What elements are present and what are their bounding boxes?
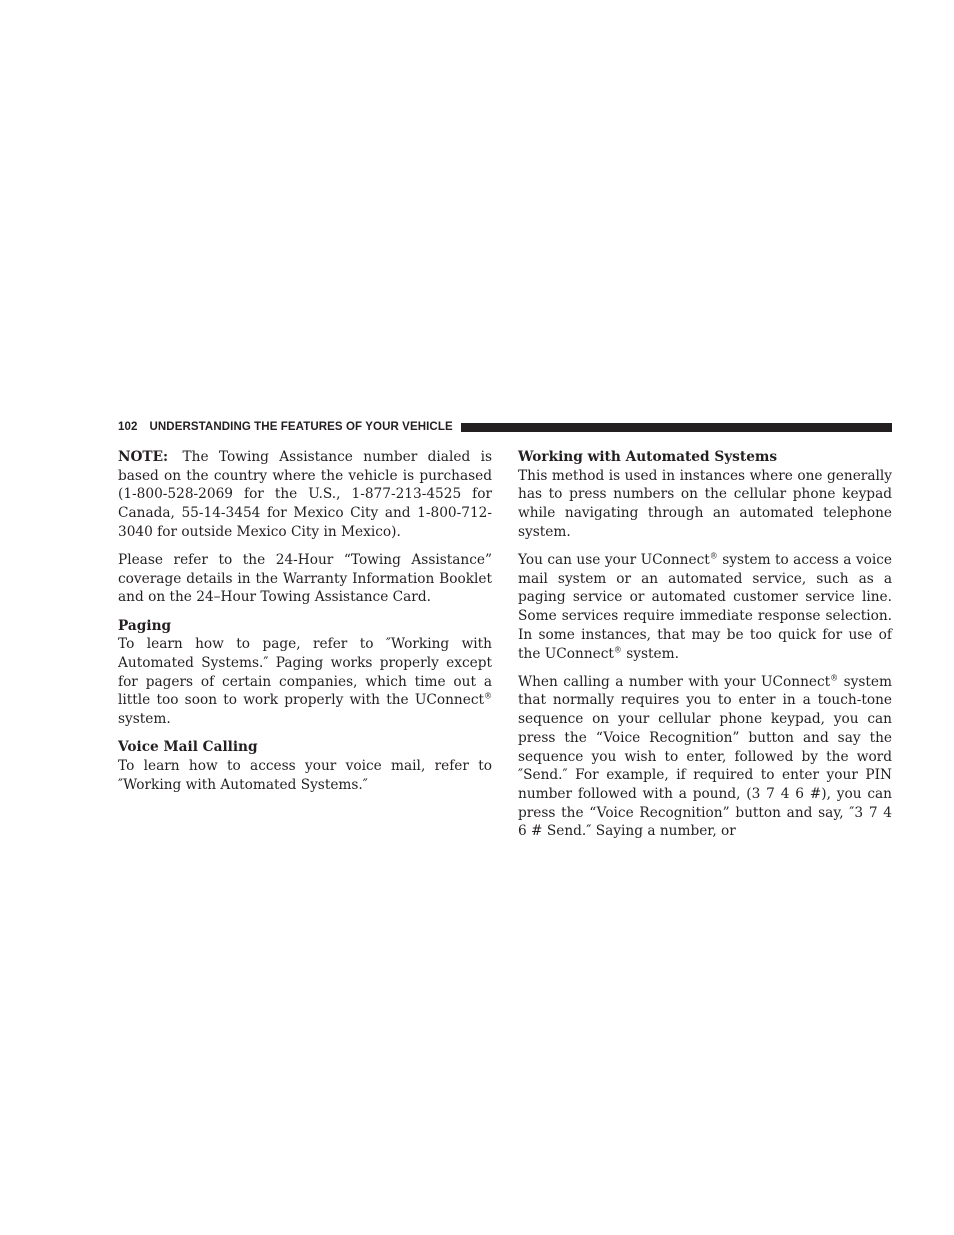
para3-text-b: system that normally requires you to enter in a touch-tone sequence on your cellular phone keypad, you can press the “Voice Recognition” button and say the sequence you wish to enter, followed by the word ″Send.″ For example, if required to enter your PIN number followed with a pound, (3 7 4 6 #), you can press the “Voice Recognition” button and say, ″3 7 4 6 # Send.″ Saying a number, or [518,673,892,840]
voicemail-paragraph: To learn how to access your voice mail, refer to ″Working with Automated Systems.″ [118,758,492,793]
page-header [118,419,892,435]
towing-paragraph: Please refer to the 24-Hour “Towing Assistance” coverage details in the Warranty Information Booklet and on the 24–Hour Towing Assistance Card. [118,552,492,606]
paging-heading: Paging [118,617,172,634]
automated-paragraph: This method is used in instances where one generally has to press numbers on the cellular phone keypad while navigating through an automated telephone system. [518,467,892,540]
registered-mark: ® [709,551,718,561]
section-title: UNDERSTANDING THE FEATURES OF YOUR VEHICLE [149,421,453,433]
page-number: 102 [118,421,138,433]
para2-text-b: system to access a voice mail system or an automated service, such as a paging service or automated customer service line. Some services require immediate response selection. In some instances, that may be too quick for use of the UConnect [518,552,892,662]
note-label: NOTE: [118,449,169,465]
left-column [118,448,492,804]
paging-paragraph [118,635,492,729]
touch-tone-paragraph [518,673,892,841]
automated-heading: Working with Automated Systems [518,449,778,465]
note-paragraph [118,448,492,542]
para3-text-a: When calling a number with your UConnect [518,673,831,690]
paging-text: To learn how to page, refer to ″Working with Automated Systems.″ Paging works properly except for pagers of certain companies, which time out a little too soon to work properly with the UConnect [118,636,492,709]
registered-mark: ® [613,644,622,654]
uconnect-access-paragraph [518,551,892,663]
para2-text-c: system. [621,645,679,662]
registered-mark: ® [830,673,839,683]
registered-mark: ® [484,691,492,701]
paging-text-end: system. [118,711,171,728]
right-column [518,448,892,851]
note-text: The Towing Assistance number dialed is based on the country where the vehicle is purchased (1-800-528-2069 for the U.S., 1-877-213-4525 for Canada, 55-14-3454 for Mexico City and 1-800-712-3040 for outside Mexico City in Mexico). [118,449,492,540]
header-rule [461,423,892,432]
para2-text-a: You can use your UConnect [518,552,710,569]
voicemail-heading: Voice Mail Calling [118,739,258,756]
